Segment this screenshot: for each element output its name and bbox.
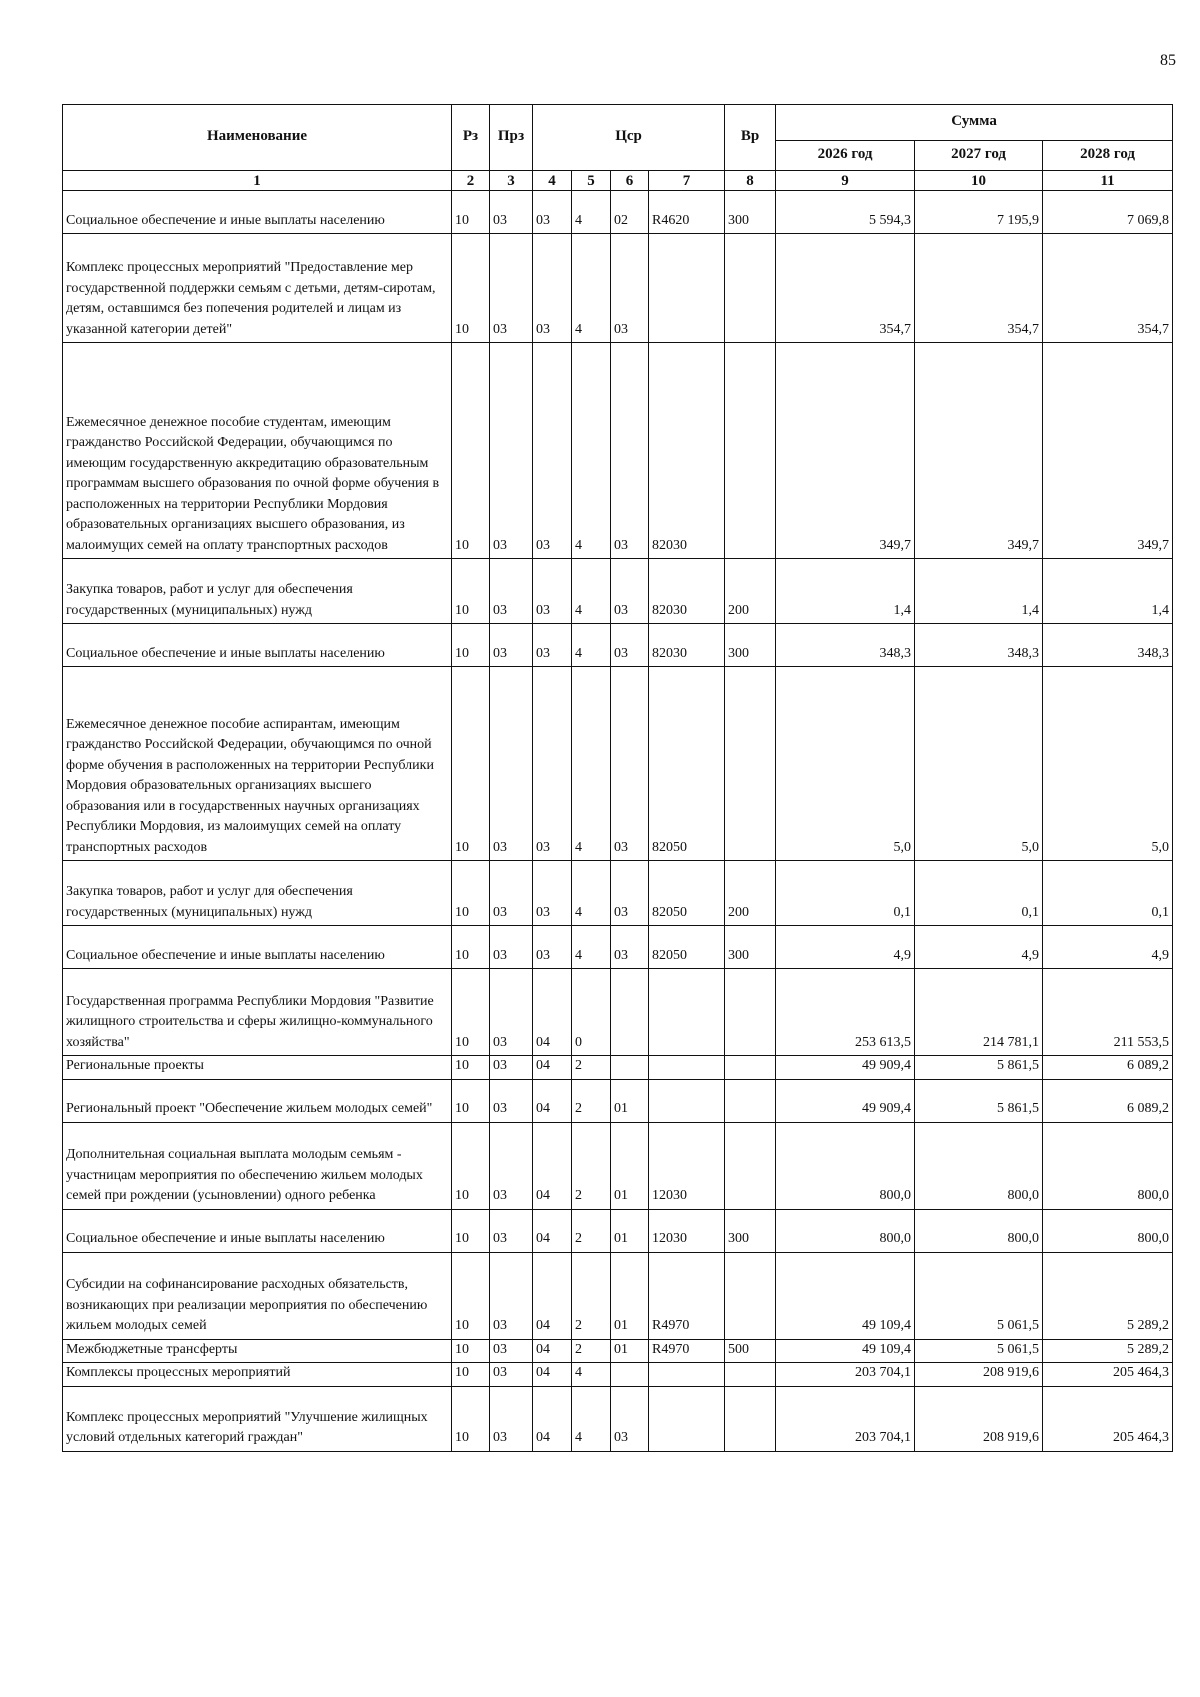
row-sum-2027: 7 195,9 [915, 191, 1043, 234]
row-csr-part2: 4 [572, 1386, 611, 1451]
row-sum-2028: 0,1 [1043, 861, 1173, 926]
row-name: Государственная программа Республики Мордовия "Развитие жилищного строительства и сферы жилищно-коммунального хозяйства" [63, 969, 452, 1056]
row-prz: 03 [490, 1056, 533, 1080]
column-number: 10 [915, 171, 1043, 191]
row-sum-2027: 5 061,5 [915, 1252, 1043, 1339]
row-sum-2026: 203 704,1 [776, 1386, 915, 1451]
row-sum-2027: 5 861,5 [915, 1056, 1043, 1080]
row-sum-2028: 5,0 [1043, 667, 1173, 861]
row-vr [725, 1252, 776, 1339]
row-name: Региональные проекты [63, 1056, 452, 1080]
row-csr-part2: 2 [572, 1252, 611, 1339]
row-vr: 200 [725, 559, 776, 624]
row-vr [725, 1386, 776, 1451]
row-csr-part4: R4970 [649, 1339, 725, 1363]
row-sum-2027: 5 861,5 [915, 1079, 1043, 1122]
table-row [63, 861, 1173, 926]
row-prz: 03 [490, 1252, 533, 1339]
row-csr-part3: 01 [611, 1252, 649, 1339]
row-csr-part1: 03 [533, 343, 572, 559]
row-sum-2027: 348,3 [915, 624, 1043, 667]
row-name: Субсидии на софинансирование расходных обязательств, возникающих при реализации мероприятия по обеспечению жильем молодых семей [63, 1252, 452, 1339]
row-prz: 03 [490, 926, 533, 969]
page-number: 85 [1160, 52, 1176, 69]
column-number: 3 [490, 171, 533, 191]
row-csr-part3: 03 [611, 624, 649, 667]
row-csr-part4: 12030 [649, 1122, 725, 1209]
row-vr: 300 [725, 191, 776, 234]
row-name: Комплекс процессных мероприятий "Предоставление мер государственной поддержки семьям с детьми, детям-сиротам, детям, оставшимся без попечения родителей и лицам из указанной категории детей" [63, 234, 452, 343]
row-name: Ежемесячное денежное пособие студентам, имеющим гражданство Российской Федерации, обучающимся по имеющим государственную аккредитацию образовательным программам высшего образования по очной форме обучения в расположенных на территории Республики Мордовия образовательных организациях высшего образования, из малоимущих семей на оплату транспортных расходов [63, 343, 452, 559]
row-vr [725, 234, 776, 343]
row-rz: 10 [452, 1252, 490, 1339]
table-row [63, 559, 1173, 624]
table-row [63, 969, 1173, 1056]
row-rz: 10 [452, 926, 490, 969]
row-csr-part3: 01 [611, 1122, 649, 1209]
row-sum-2026: 800,0 [776, 1209, 915, 1252]
row-name: Комплексы процессных мероприятий [63, 1363, 452, 1387]
row-csr-part2: 4 [572, 667, 611, 861]
header-vr: Вр [725, 105, 776, 171]
row-sum-2028: 1,4 [1043, 559, 1173, 624]
row-sum-2026: 5,0 [776, 667, 915, 861]
row-vr: 300 [725, 624, 776, 667]
header-sum: Сумма [776, 105, 1173, 141]
row-prz: 03 [490, 1122, 533, 1209]
row-vr: 300 [725, 926, 776, 969]
row-csr-part4: R4970 [649, 1252, 725, 1339]
row-sum-2026: 49 109,4 [776, 1252, 915, 1339]
row-sum-2027: 0,1 [915, 861, 1043, 926]
row-rz: 10 [452, 969, 490, 1056]
column-number: 6 [611, 171, 649, 191]
row-csr-part3: 01 [611, 1209, 649, 1252]
row-rz: 10 [452, 559, 490, 624]
row-sum-2026: 49 909,4 [776, 1056, 915, 1080]
row-name: Комплекс процессных мероприятий "Улучшение жилищных условий отдельных категорий граждан" [63, 1386, 452, 1451]
table-row [63, 926, 1173, 969]
row-sum-2026: 4,9 [776, 926, 915, 969]
column-number: 9 [776, 171, 915, 191]
row-sum-2028: 349,7 [1043, 343, 1173, 559]
row-prz: 03 [490, 1339, 533, 1363]
table-row [63, 1386, 1173, 1451]
row-csr-part1: 04 [533, 1363, 572, 1387]
row-csr-part4 [649, 1079, 725, 1122]
row-vr [725, 1079, 776, 1122]
row-rz: 10 [452, 1363, 490, 1387]
row-sum-2026: 1,4 [776, 559, 915, 624]
row-sum-2027: 349,7 [915, 343, 1043, 559]
row-prz: 03 [490, 1363, 533, 1387]
row-csr-part3: 03 [611, 1386, 649, 1451]
header-rz: Рз [452, 105, 490, 171]
row-csr-part1: 04 [533, 1079, 572, 1122]
row-csr-part4: 12030 [649, 1209, 725, 1252]
row-sum-2028: 354,7 [1043, 234, 1173, 343]
table-row [63, 1209, 1173, 1252]
row-prz: 03 [490, 343, 533, 559]
row-sum-2026: 5 594,3 [776, 191, 915, 234]
row-name: Социальное обеспечение и иные выплаты населению [63, 926, 452, 969]
row-vr: 300 [725, 1209, 776, 1252]
row-csr-part4 [649, 1363, 725, 1387]
row-rz: 10 [452, 1209, 490, 1252]
row-prz: 03 [490, 1079, 533, 1122]
row-prz: 03 [490, 969, 533, 1056]
row-csr-part2: 4 [572, 343, 611, 559]
row-sum-2026: 0,1 [776, 861, 915, 926]
header-prz: Прз [490, 105, 533, 171]
row-csr-part4: 82030 [649, 624, 725, 667]
row-vr [725, 667, 776, 861]
row-sum-2027: 5 061,5 [915, 1339, 1043, 1363]
header-year-2028: 2028 год [1043, 141, 1173, 171]
row-sum-2026: 348,3 [776, 624, 915, 667]
row-csr-part4: 82050 [649, 667, 725, 861]
column-number: 5 [572, 171, 611, 191]
row-csr-part1: 04 [533, 969, 572, 1056]
column-number: 4 [533, 171, 572, 191]
row-rz: 10 [452, 1339, 490, 1363]
row-rz: 10 [452, 624, 490, 667]
row-sum-2026: 203 704,1 [776, 1363, 915, 1387]
row-rz: 10 [452, 1056, 490, 1080]
row-prz: 03 [490, 1386, 533, 1451]
row-csr-part1: 03 [533, 624, 572, 667]
row-csr-part4 [649, 1386, 725, 1451]
column-numbers-row [63, 171, 1173, 191]
row-csr-part3: 03 [611, 559, 649, 624]
row-sum-2026: 800,0 [776, 1122, 915, 1209]
row-sum-2026: 354,7 [776, 234, 915, 343]
row-name: Региональный проект "Обеспечение жильем молодых семей" [63, 1079, 452, 1122]
table-row [63, 1079, 1173, 1122]
column-number: 11 [1043, 171, 1173, 191]
row-rz: 10 [452, 667, 490, 861]
row-vr: 500 [725, 1339, 776, 1363]
row-csr-part3: 01 [611, 1079, 649, 1122]
row-csr-part2: 4 [572, 861, 611, 926]
row-name: Социальное обеспечение и иные выплаты населению [63, 624, 452, 667]
row-csr-part3: 01 [611, 1339, 649, 1363]
row-sum-2028: 7 069,8 [1043, 191, 1173, 234]
row-prz: 03 [490, 234, 533, 343]
row-name: Закупка товаров, работ и услуг для обеспечения государственных (муниципальных) нужд [63, 861, 452, 926]
row-sum-2028: 205 464,3 [1043, 1386, 1173, 1451]
row-csr-part2: 2 [572, 1339, 611, 1363]
row-rz: 10 [452, 191, 490, 234]
row-csr-part3: 02 [611, 191, 649, 234]
row-prz: 03 [490, 191, 533, 234]
table-row [63, 234, 1173, 343]
row-sum-2027: 4,9 [915, 926, 1043, 969]
row-vr [725, 1122, 776, 1209]
row-csr-part1: 04 [533, 1122, 572, 1209]
row-csr-part4: 82050 [649, 861, 725, 926]
row-vr [725, 1363, 776, 1387]
table-row [63, 343, 1173, 559]
row-sum-2027: 5,0 [915, 667, 1043, 861]
row-rz: 10 [452, 234, 490, 343]
row-csr-part2: 2 [572, 1209, 611, 1252]
table-row [63, 1339, 1173, 1363]
table-row [63, 667, 1173, 861]
row-sum-2028: 211 553,5 [1043, 969, 1173, 1056]
row-sum-2028: 800,0 [1043, 1209, 1173, 1252]
row-sum-2028: 205 464,3 [1043, 1363, 1173, 1387]
table-row [63, 624, 1173, 667]
row-csr-part3: 03 [611, 343, 649, 559]
row-prz: 03 [490, 1209, 533, 1252]
row-rz: 10 [452, 1122, 490, 1209]
row-prz: 03 [490, 624, 533, 667]
row-sum-2027: 1,4 [915, 559, 1043, 624]
column-number: 2 [452, 171, 490, 191]
row-sum-2027: 208 919,6 [915, 1386, 1043, 1451]
row-csr-part1: 03 [533, 559, 572, 624]
row-csr-part2: 4 [572, 559, 611, 624]
row-csr-part1: 04 [533, 1209, 572, 1252]
row-csr-part2: 2 [572, 1122, 611, 1209]
row-csr-part3 [611, 1363, 649, 1387]
column-number: 8 [725, 171, 776, 191]
row-name: Ежемесячное денежное пособие аспирантам, имеющим гражданство Российской Федерации, обучающимся по очной форме обучения в расположенных на территории Республики Мордовия образовательных организациях высшего образования или в государственных научных организациях Республики Мордовия, из малоимущих семей на оплату транспортных расходов [63, 667, 452, 861]
table-row [63, 191, 1173, 234]
row-csr-part2: 2 [572, 1056, 611, 1080]
row-prz: 03 [490, 559, 533, 624]
row-csr-part1: 04 [533, 1252, 572, 1339]
row-vr: 200 [725, 861, 776, 926]
row-csr-part1: 04 [533, 1056, 572, 1080]
row-sum-2028: 6 089,2 [1043, 1079, 1173, 1122]
row-csr-part3: 03 [611, 234, 649, 343]
row-name: Дополнительная социальная выплата молодым семьям - участницам мероприятия по обеспечению жильем молодых семей при рождении (усыновлении) одного ребенка [63, 1122, 452, 1209]
column-number: 7 [649, 171, 725, 191]
row-csr-part1: 03 [533, 234, 572, 343]
table-row [63, 1252, 1173, 1339]
row-sum-2026: 49 909,4 [776, 1079, 915, 1122]
row-csr-part4 [649, 234, 725, 343]
row-csr-part4: R4620 [649, 191, 725, 234]
header-year-2027: 2027 год [915, 141, 1043, 171]
row-sum-2026: 49 109,4 [776, 1339, 915, 1363]
row-csr-part3: 03 [611, 861, 649, 926]
row-sum-2028: 4,9 [1043, 926, 1173, 969]
row-sum-2027: 800,0 [915, 1122, 1043, 1209]
row-csr-part4: 82050 [649, 926, 725, 969]
row-rz: 10 [452, 343, 490, 559]
row-sum-2026: 349,7 [776, 343, 915, 559]
header-csr: Цср [533, 105, 725, 171]
row-csr-part3 [611, 969, 649, 1056]
row-sum-2027: 800,0 [915, 1209, 1043, 1252]
row-name: Социальное обеспечение и иные выплаты населению [63, 191, 452, 234]
row-csr-part2: 4 [572, 1363, 611, 1387]
row-csr-part3: 03 [611, 926, 649, 969]
row-prz: 03 [490, 861, 533, 926]
row-sum-2028: 5 289,2 [1043, 1252, 1173, 1339]
row-sum-2028: 348,3 [1043, 624, 1173, 667]
row-csr-part4: 82030 [649, 343, 725, 559]
budget-table [62, 104, 1173, 1452]
row-vr [725, 969, 776, 1056]
row-csr-part2: 2 [572, 1079, 611, 1122]
row-csr-part1: 03 [533, 191, 572, 234]
row-csr-part4 [649, 969, 725, 1056]
row-prz: 03 [490, 667, 533, 861]
row-csr-part4 [649, 1056, 725, 1080]
row-csr-part1: 03 [533, 667, 572, 861]
row-csr-part1: 03 [533, 861, 572, 926]
table-row [63, 1363, 1173, 1387]
row-csr-part1: 03 [533, 926, 572, 969]
row-name: Закупка товаров, работ и услуг для обеспечения государственных (муниципальных) нужд [63, 559, 452, 624]
table-row [63, 1056, 1173, 1080]
row-sum-2027: 208 919,6 [915, 1363, 1043, 1387]
row-csr-part4: 82030 [649, 559, 725, 624]
row-sum-2028: 5 289,2 [1043, 1339, 1173, 1363]
row-csr-part2: 4 [572, 624, 611, 667]
row-csr-part3: 03 [611, 667, 649, 861]
row-sum-2028: 800,0 [1043, 1122, 1173, 1209]
row-name: Межбюджетные трансферты [63, 1339, 452, 1363]
row-sum-2027: 214 781,1 [915, 969, 1043, 1056]
row-sum-2028: 6 089,2 [1043, 1056, 1173, 1080]
row-csr-part2: 4 [572, 234, 611, 343]
header-name: Наименование [63, 105, 452, 171]
row-rz: 10 [452, 861, 490, 926]
row-rz: 10 [452, 1079, 490, 1122]
row-vr [725, 343, 776, 559]
header-year-2026: 2026 год [776, 141, 915, 171]
row-vr [725, 1056, 776, 1080]
row-csr-part2: 4 [572, 191, 611, 234]
row-sum-2026: 253 613,5 [776, 969, 915, 1056]
column-number: 1 [63, 171, 452, 191]
table-row [63, 1122, 1173, 1209]
row-csr-part2: 4 [572, 926, 611, 969]
row-csr-part1: 04 [533, 1386, 572, 1451]
row-csr-part1: 04 [533, 1339, 572, 1363]
row-csr-part2: 0 [572, 969, 611, 1056]
row-rz: 10 [452, 1386, 490, 1451]
row-sum-2027: 354,7 [915, 234, 1043, 343]
row-csr-part3 [611, 1056, 649, 1080]
row-name: Социальное обеспечение и иные выплаты населению [63, 1209, 452, 1252]
